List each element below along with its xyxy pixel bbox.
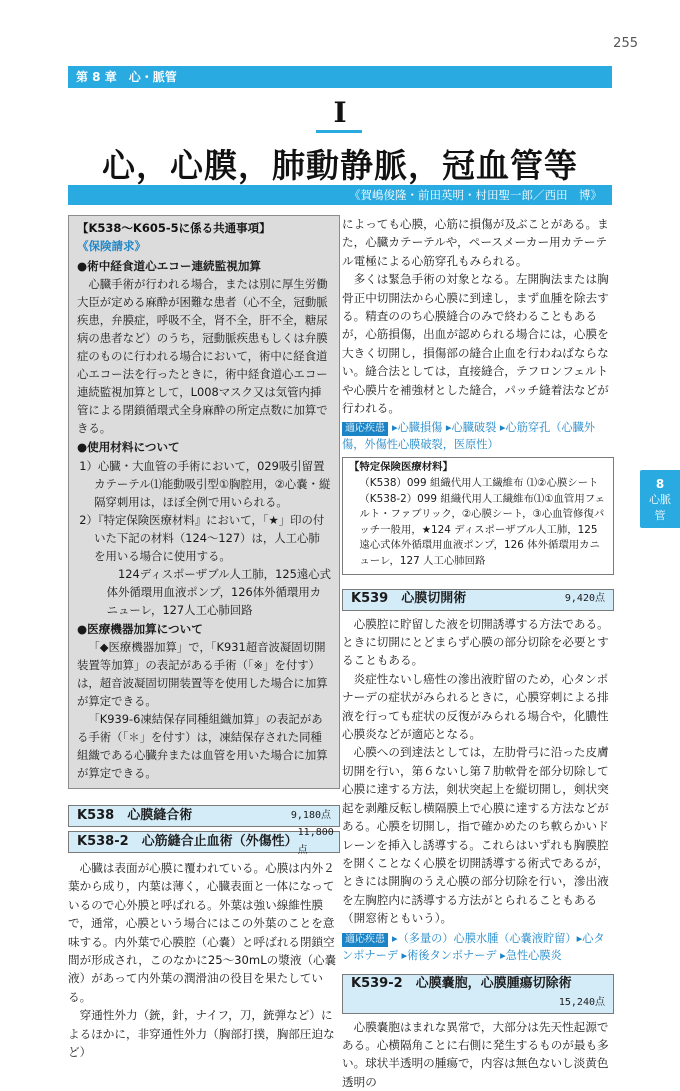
procedure-name: K538-2 心筋縫合止血術（外傷性） (77, 833, 298, 849)
page-title: 心，心膜，肺動静脈，冠血管等 (102, 146, 578, 185)
procedure-code-k538-2 (68, 826, 340, 857)
body-paragraph: 心膜への到達法としては，左肋骨弓に沿った皮膚切開を行い，第６ないし第７肋軟骨を部分切除して心膜に達する方法，剣状突起上を縦切開し，剣状突起を剥離反転し横隔膜上で心膜に達する方法などがある。心膜を切開し，指で確かめたのち軟らかいドレーンを挿入し誘導する。これらはいずれも胸膜腔を開くことなく心膜を切開誘導する術式であるが，ときには開胸のうえ心膜の部分切除を行い，滲出液を左胸腔内に誘導する方法がとられることもある（開窓術ともいう）。 (342, 745, 609, 926)
right-column (342, 215, 614, 1091)
chapter-header: 第 8 章 心・脈管 (68, 66, 612, 88)
procedure-points: 9,180点 (290, 809, 331, 821)
indications-list: ▸心臓損傷 ▸心臓破裂 ▸心筋穿孔（心臓外傷，外傷性心膜破裂，医原性） (342, 421, 595, 452)
page-number: 255 (613, 36, 638, 51)
indications-list: ▸（多量の）心膜水腫（心嚢液貯留）▸心タンポナーデ ▸術後タンポナーデ ▸急性心膜炎 (342, 931, 605, 962)
indications-tag: 適応疾患 (342, 422, 388, 436)
author-line: 《賀嶋俊隆・前田英明・村田聖一郎／西田 博》 (68, 185, 612, 205)
common-items-box (68, 215, 340, 789)
special-materials-line: （K538）099 組織代用人工繊維布 ⑴②心膜シート (359, 477, 599, 490)
body-paragraph: 多くは緊急手術の対象となる。左開胸法または胸骨正中切開法から心膜に到達し，まず血腫を除去する。精査ののち心膜縫合のみで終わることもあるが，心筋損傷，出血が認められる場合には，心膜を大きく切開し，損傷部の縫合止血を行わねばならない。縫合法としては，直接縫合，テフロンフェルトや心膜片を補強材とした縫合，パッチ縫着法などが行われる。 (342, 272, 609, 416)
body-paragraph: 穿通性外力（銃，針，ナイフ，刀，銃弾など）によるほかに，非穿通性外力（胸部打撲，胸部圧迫など） (68, 1008, 335, 1060)
body-paragraph: 心膜嚢胞はまれな異常で，大部分は先天性起源である。心横隔角ことに右側に発生するものが最も多い。球状半透明の腫瘍で，内容は無色ないし淡黄色透明の (342, 1019, 609, 1089)
materials-item-1: 1）心臓・大血管の手術において，029吸引留置カテーテル⑴能動吸引型①胸腔用，②心嚢・縦隔穿刺用は，ほぼ全例で用いられる。 (79, 458, 331, 509)
side-tab-label-1: 心脈 (649, 493, 671, 506)
echo-monitoring-text: 心臓手術が行われる場合，または別に厚生労働大臣が定める麻酔が困難な患者（心不全，冠動脈疾患，弁膜症，呼吸不全，肾不全，肝不全，糖尿病の患者など）のうち，冠動脈疾患もしくは弁膜症のものに行われる場合において，術中に経食道心エコー法を行ったときに，術中経食道心エコー連続監視加算として，L008マスク又は気管内挿管による閉鎖循環式全身麻酔の所定点数に加算できる。 (77, 277, 328, 436)
common-box-title: 【K538〜K605-5に係る共通事項】 (77, 221, 271, 235)
device-addition-text-2: 「K939-6凍結保存同種組織加算」の表記がある手術（「＊」を付す）は，凍結保存された同種組織である心臓弁または血管を用いた場合に加算が算定できる。 (77, 712, 328, 781)
indications-tag: 適応疾患 (342, 933, 388, 947)
procedure-code-k539 (342, 589, 614, 611)
special-materials-box (342, 457, 614, 574)
materials-heading: ●使用材料について (77, 440, 180, 455)
procedure-code-k539-2 (342, 974, 614, 1014)
body-paragraph: 炎症性ないし癌性の滲出液貯留のため，心タンポナーデの症状がみられるときに，心膜穿刺による排液を行っても症状の反復がみられる場合や，化膿性心膜炎などが適応となる。 (342, 671, 609, 742)
body-paragraph: 心膜腔に貯留した液を切開誘導する方法である。ときに切開にとどまらず心膜の部分切除を必要とすることもある。 (342, 616, 609, 668)
chapter-side-tab[interactable] (640, 470, 680, 528)
procedure-points: 11,800点 (297, 826, 334, 857)
insurance-claim-heading: 《保険請求》 (77, 239, 146, 254)
indications-line (342, 419, 614, 453)
side-tab-label-2: 管 (654, 509, 666, 522)
indications-line (342, 930, 614, 964)
echo-monitoring-heading: ●術中経食道心エコー連続監視加算 (77, 258, 262, 273)
materials-item-2-detail: 124ディスポーザブル人工肺，125遠心式体外循環用血液ポンプ，126体外循環用カニューレ，127人工心肺回路 (106, 566, 331, 617)
device-addition-heading: ●医療機器加算について (77, 621, 203, 636)
body-paragraph: によっても心膜，心筋に損傷が及ぶことがある。また，心臓カテーテルや，ペースメーカー用カテーテル電極による心筋穿孔もみられる。 (342, 217, 609, 268)
procedure-name: K538 心膜縫合術 (77, 807, 193, 823)
section-underline (316, 130, 362, 133)
materials-item-2: 2）『特定保険医療材料』において，「★」印の付いた下記の材料（124〜127）は，人工心肺を用いる場合に使用する。 (79, 512, 325, 563)
device-addition-text-1: 「◆医療機器加算」で，「K931超音波凝固切開装置等加算」の表記がある手術（「※」を付す）は，超音波凝固切開装置等を使用した場合に加算が算定できる。 (77, 640, 328, 709)
section-number: I (333, 96, 347, 129)
left-column (68, 215, 340, 1062)
procedure-points: 9,420点 (564, 593, 605, 605)
procedure-name: K539 心膜切開術 (351, 591, 467, 607)
special-materials-line: （K538-2）099 組織代用人工繊維布⑴①血管用フェルト・ファブリック，②心膜シート，③心血管修復パッチ一般用，★124 ディスポーザブル人工肺，125 遠心式体外循環用血液ポンプ，126 体外循環用カニューレ，127 人工心肺回路 (359, 492, 605, 568)
side-tab-number: 8 (655, 477, 665, 491)
special-materials-title: 【特定保険医療材料】 (349, 461, 453, 474)
body-paragraph: 心臓は表面が心膜に覆われている。心膜は内外２葉から成り，内葉は薄く，心臓表面と一体になっているので心外膜と呼ばれる。外葉は強い線維性膜で，通常，心膜という場合にはこの外葉のことを意味する。内外葉で心膜腔（心嚢）と呼ばれる閉鎖空間が形成され，このなかに25〜30mLの漿液（心嚢液）があって内外葉の潤滑油の役目を果たしている。 (68, 861, 337, 1004)
procedure-name: K539-2 心膜嚢胞，心膜腫瘍切除術 (351, 975, 572, 991)
procedure-points: 15,240点 (558, 997, 605, 1009)
